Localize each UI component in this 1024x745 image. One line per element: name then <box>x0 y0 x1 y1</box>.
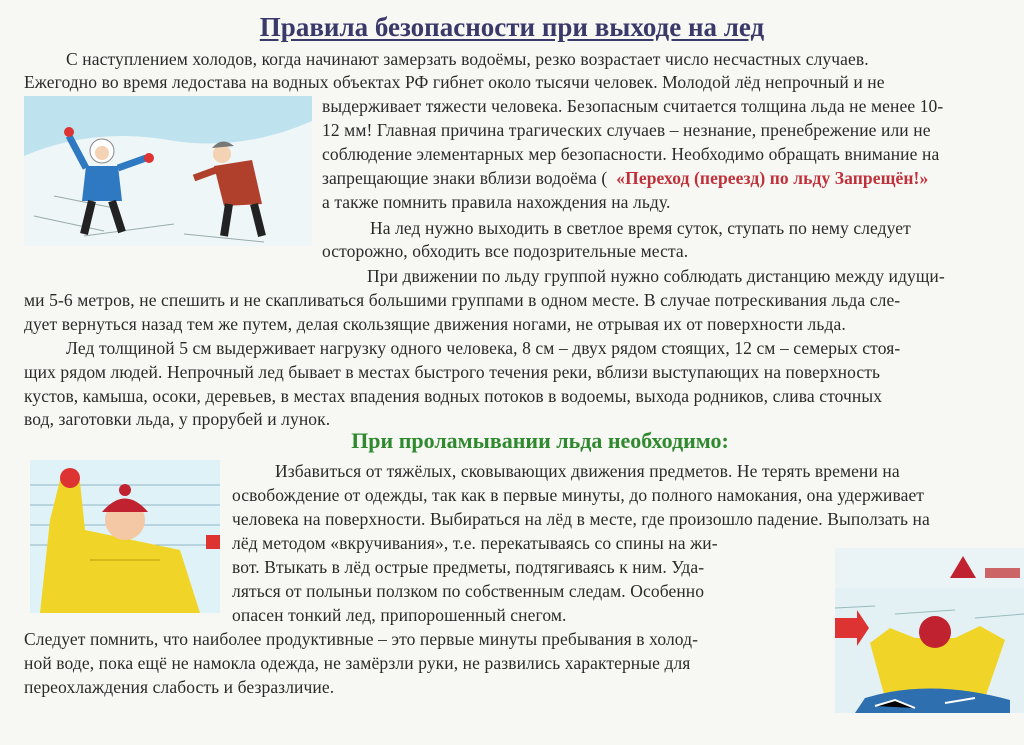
text-line: вод, заготовки льда, у прорубей и лунок. <box>24 409 331 429</box>
text-fragment: запрещающие знаки вблизи водоёма ( <box>322 168 608 188</box>
text-line: щих рядом людей. Непрочный лед бывает в местах быстрого течения реки, вблизи выступающих на поверхность <box>24 362 881 382</box>
text-line: дует вернуться назад тем же путем, делая скользящие движения ногами, не отрывая их от поверхности льда. <box>24 314 846 334</box>
text-line <box>322 167 928 189</box>
person-fallen-through-ice-illustration <box>30 460 220 613</box>
section-heading: При проламывании льда необходимо: <box>351 428 729 453</box>
warning-sign-text: «Переход (переезд) по льду Запрещён!» <box>616 168 929 188</box>
children-on-ice-illustration <box>24 96 312 246</box>
text-line: осторожно, обходить все подозрительные места. <box>322 241 689 261</box>
text-line: Избавиться от тяжёлых, сковывающих движения предметов. Не терять времени на <box>275 461 900 481</box>
text-line: лёд методом «вкручивания», т.е. перекатываясь со спины на жи- <box>232 533 718 553</box>
text-line: 12 мм! Главная причина трагических случаев – незнание, пренебрежение или не <box>322 120 931 140</box>
text-line: а также помнить правила нахождения на льду. <box>322 192 671 212</box>
text-line: соблюдение элементарных мер безопасности. Необходимо обращать внимание на <box>322 144 940 164</box>
text-line: освобождение от одежды, так как в первые минуты, до полного намокания, она удерживает <box>232 485 925 505</box>
text-line: ляться от полыньи ползком по собственным следам. Особенно <box>232 581 705 601</box>
text-line: С наступлением холодов, когда начинают замерзать водоёмы, резко возрастает число несчастных случаев. <box>66 49 869 69</box>
text-line: кустов, камыша, осоки, деревьев, в местах впадения водных потоков в водоемы, выхода родников, слива сточных <box>24 386 883 406</box>
text-line: Ежегодно во время ледостава на водных объектах РФ гибнет около тысячи человек. Молодой лёд непрочный и не <box>24 72 885 92</box>
text-line: ной воде, пока ещё не намокла одежда, не замёрзли руки, не развились характерные для <box>24 653 691 673</box>
person-climbing-out-of-ice-illustration <box>835 548 1024 713</box>
page-title: Правила безопасности при выходе на лед <box>259 12 765 42</box>
text-line: вот. Втыкать в лёд острые предметы, подтягиваясь к ним. Уда- <box>232 557 705 577</box>
text-line: опасен тонкий лед, припорошенный снегом. <box>232 605 567 625</box>
text-line: На лед нужно выходить в светлое время суток, ступать по нему следует <box>370 218 911 238</box>
text-line: Лед толщиной 5 см выдерживает нагрузку одного человека, 8 см – двух рядом стоящих, 12 см – семерых стоя- <box>66 338 901 358</box>
text-line: человека на поверхности. Выбираться на лёд в месте, где произошло падение. Выползать на <box>232 509 930 529</box>
text-line: ми 5-6 метров, не спешить и не скапливаться большими группами в одном месте. В случае потрескивания льда сле- <box>24 290 901 310</box>
text-line: переохлаждения слабость и безразличие. <box>24 677 335 697</box>
text-line: Следует помнить, что наиболее продуктивные – это первые минуты пребывания в холод- <box>24 629 699 649</box>
text-line: При движении по льду группой нужно соблюдать дистанцию между идущи- <box>367 266 945 286</box>
text-line: выдерживает тяжести человека. Безопасным считается толщина льда не менее 10- <box>322 96 944 116</box>
